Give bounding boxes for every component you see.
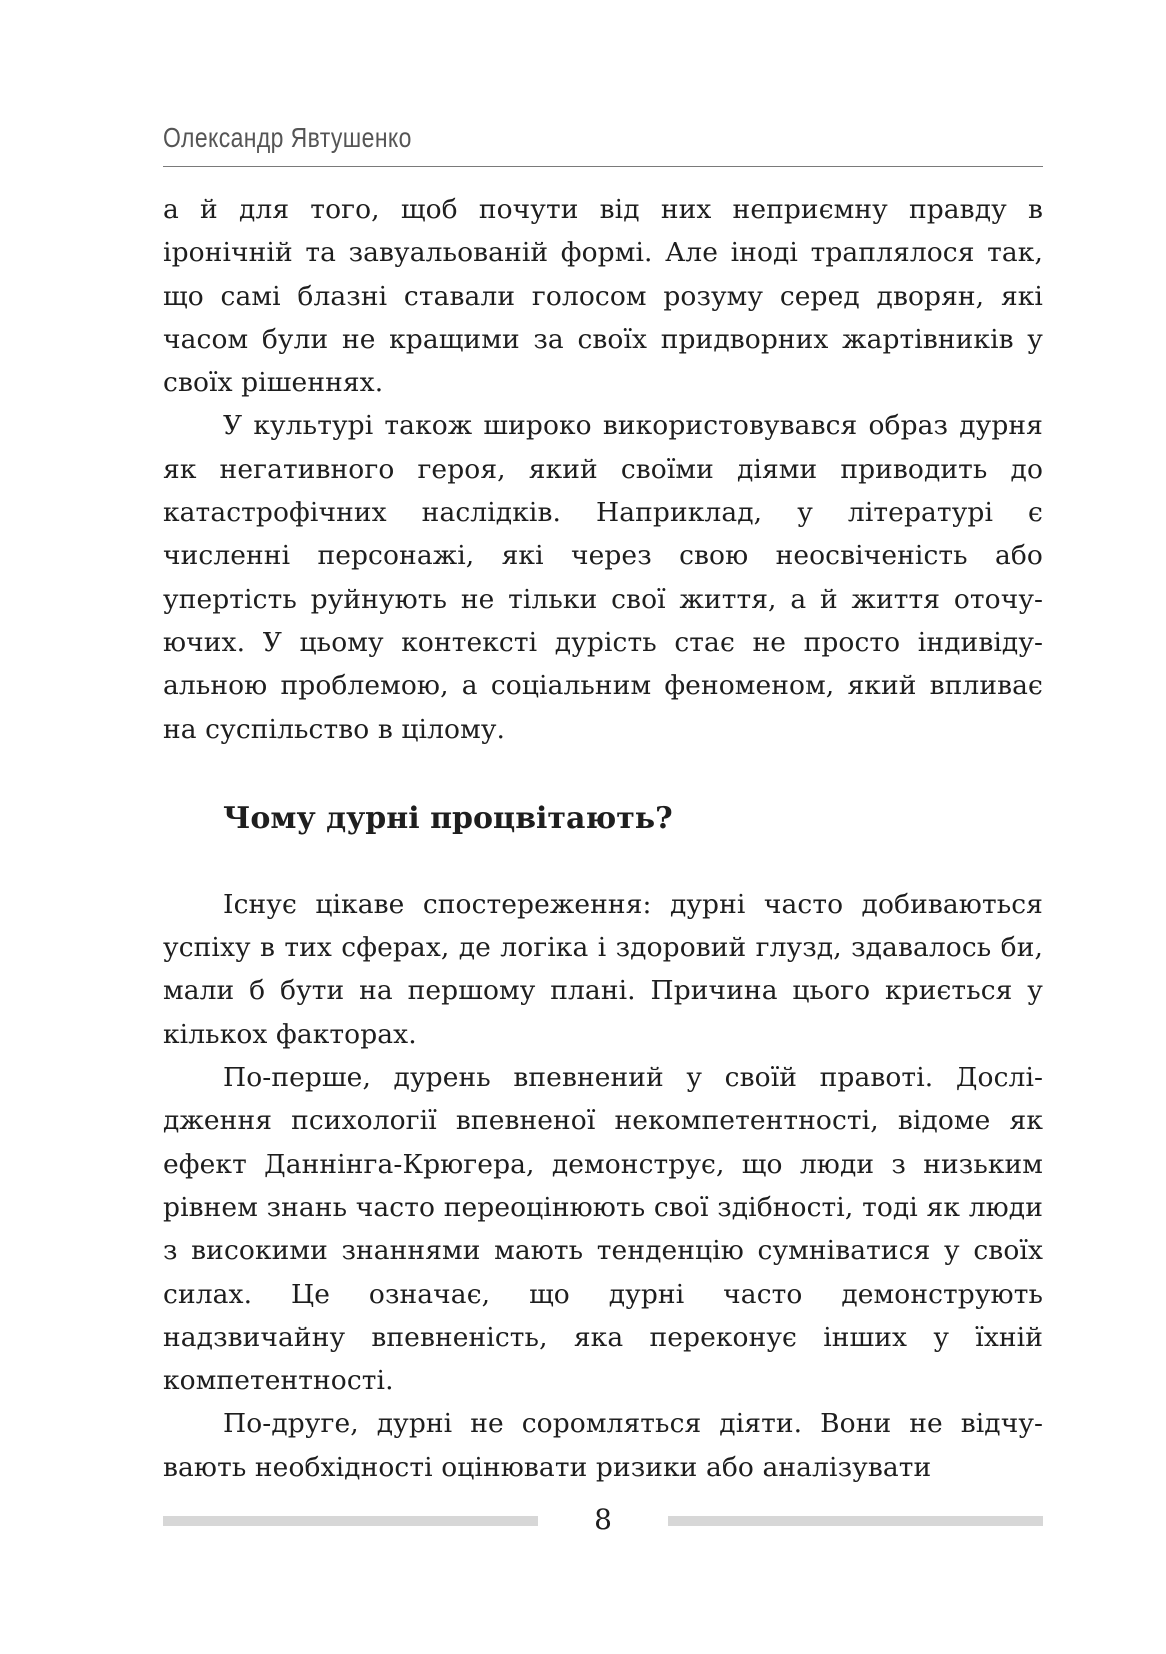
header-author: Олександр Явтушенко [163, 122, 412, 153]
paragraph: По-друге, дурні не соромляться діяти. Вони не відчувають необхідності оцінювати ризики або аналізувати [163, 1408, 1043, 1483]
paragraph: а й для того, щоб почути від них неприємну правду в іронічній та завуальованій формі. Але іноді траплялося так, що самі блазні ставали голосом розуму серед дворян, які часом були не кращими за своїх придворних жартівників у своїх рішеннях. [163, 194, 1043, 399]
paragraph: По-перше, дурень впевнений у своїй правоті. Дослідження психології впевненої некомпетентності, відоме як ефект Даннінга-Крюгера, демонструє, що люди з низьким рівнем знань часто переоцінюють свої здібності, тоді як люди з високими знаннями мають тенденцію сумніватися у своїх силах. Це означає, що дурні часто демонструють надзвичайну впевненість, яка переконує інших у їхній компетентності. [163, 1062, 1043, 1397]
paragraph: У культурі також широко використовувався образ дурня як негативного героя, який своїми діями приводить до катастрофічних наслідків. Наприклад, у літературі є численні персонажі, які через свою неосвіченість або упертість руйнують не тільки свої життя, а й життя оточуючих. У цьому контексті дурість стає не просто індивідуальною проблемою, а соціальним феноменом, який впливає на суспільство в цілому. [163, 410, 1043, 745]
page-number: 8 [594, 1503, 612, 1536]
footer-divider-right [668, 1516, 1043, 1526]
running-header [163, 118, 1043, 167]
page-footer [163, 1500, 1043, 1540]
page-body [163, 188, 1043, 1489]
paragraph: Існує цікаве спостереження: дурні часто добиваються успіху в тих сферах, де логіка і здоровий глузд, здавалось би, мали б бути на першому плані. Причина цього криється у кількох факторах. [163, 888, 1043, 1050]
section-heading: Чому дурні процвітають? [223, 800, 673, 836]
